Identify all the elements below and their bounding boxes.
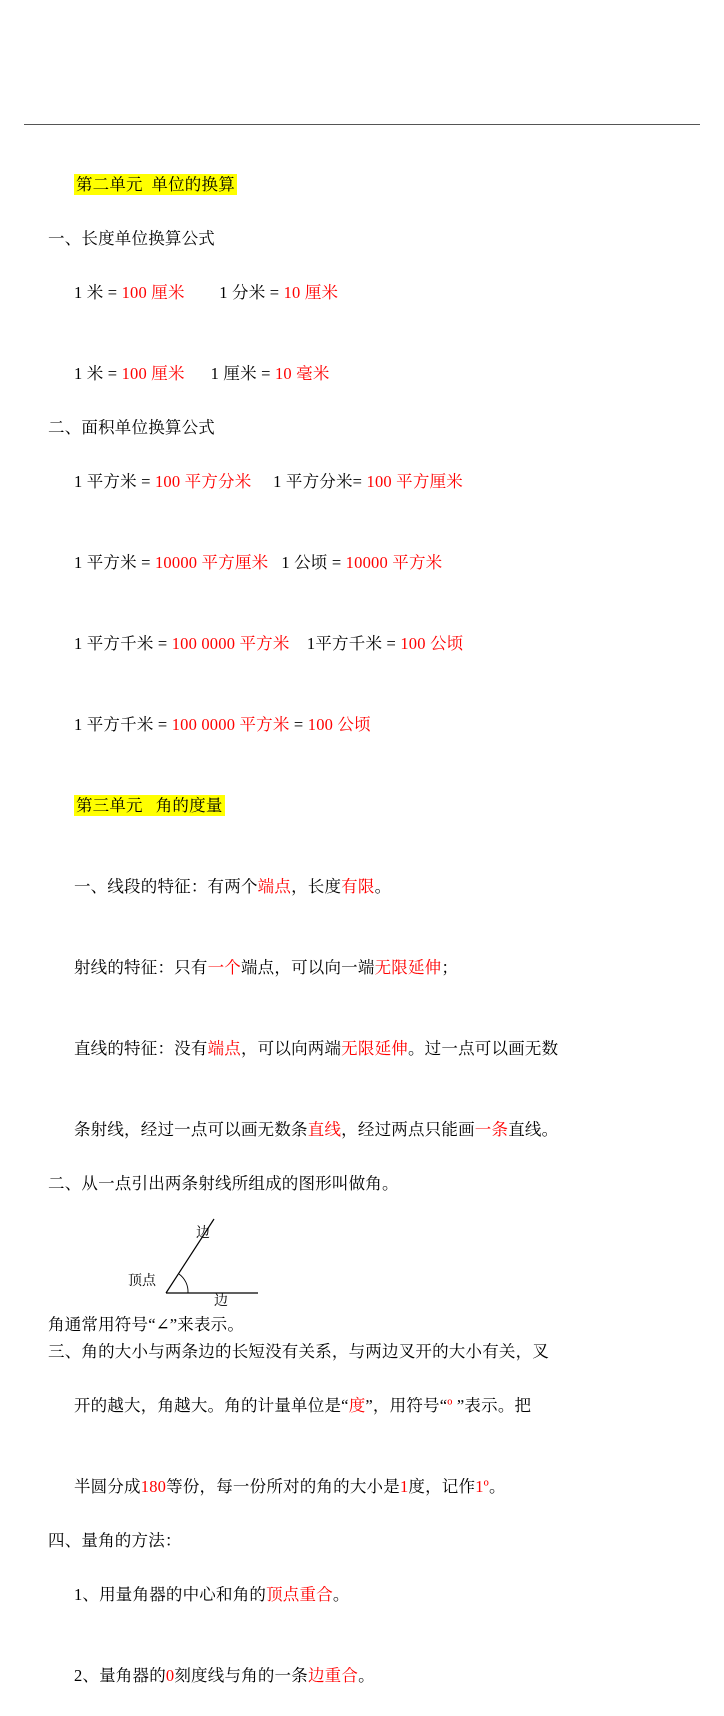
measure-step-2	[48, 1635, 684, 1716]
unit2-section1-heading: 一、长度单位换算公式	[48, 229, 215, 248]
angle-size-line-3	[48, 1446, 684, 1527]
step2-emph-zero: 0	[165, 1666, 175, 1685]
line-emph-endpoint: 端点	[207, 1039, 241, 1058]
ray-text-b: 端点，可以向一端	[240, 958, 375, 977]
angle-diagram-svg	[48, 1201, 328, 1309]
line-text-c: 。过一点可以画无数	[407, 1039, 559, 1058]
step2-text-c: 。	[358, 1666, 375, 1685]
measure-method-heading: 四、量角的方法：	[48, 1531, 182, 1550]
area-row2-left: 1 平方米 =	[73, 553, 155, 572]
line-text-b: ，可以向两端	[240, 1039, 342, 1058]
area-conversion-row-2	[48, 522, 684, 603]
header-divider	[24, 124, 700, 125]
length-row2-value2: 10 毫米	[274, 364, 330, 383]
degree-emph-1: 1	[399, 1477, 409, 1496]
ray-text-c: ；	[441, 958, 459, 977]
line-cont-text-a: 条射线，经过一点可以画无数条	[73, 1120, 308, 1139]
step2-text-a: 2、量角器的	[73, 1666, 166, 1685]
degree-emph-180: 180	[140, 1477, 167, 1496]
area-row3-mid: 1平方千米 =	[289, 634, 401, 653]
angle-unit-emph-symbol: º	[447, 1396, 453, 1415]
length-conversion-row-1	[48, 252, 684, 333]
degree-text-c: 度，记作	[408, 1477, 476, 1496]
degree-text-b: 等份，每一份所对的角的大小是	[166, 1477, 400, 1496]
area-row4-left: 1 平方千米 =	[73, 715, 172, 734]
area-row1-mid: 1 平方分米=	[251, 472, 367, 491]
length-row2-left: 1 米 =	[73, 364, 122, 383]
segment-emph-endpoint: 端点	[257, 877, 292, 896]
unit2-title-line	[48, 144, 684, 225]
ray-text-a: 射线的特征：只有	[73, 958, 208, 977]
length-row1-mid: 1 分米 =	[184, 283, 284, 302]
length-conversion-row-2	[48, 333, 684, 414]
line-cont-text-c: 直线。	[508, 1120, 559, 1139]
measure-step-1	[48, 1554, 684, 1635]
area-row3-left: 1 平方千米 =	[73, 634, 172, 653]
area-row3-value1: 100 0000 平方米	[171, 634, 290, 653]
area-row1-value2: 100 平方厘米	[366, 472, 463, 491]
area-row4-value1: 100 0000 平方米	[171, 715, 290, 734]
area-row2-mid: 1 公顷 =	[268, 553, 346, 572]
area-row1-value1: 100 平方分米	[154, 472, 252, 491]
document-body	[48, 144, 684, 1716]
area-conversion-row-1	[48, 441, 684, 522]
line-text-a: 直线的特征：没有	[73, 1039, 208, 1058]
area-row2-value2: 10000 平方米	[345, 553, 443, 572]
unit3-title-line	[48, 765, 684, 846]
unit2-title: 第二单元 单位的换算	[75, 175, 235, 194]
angle-unit-emph-degree: 度	[348, 1396, 366, 1415]
area-row3-value2: 100 公顷	[400, 634, 464, 653]
area-row4-mid: =	[289, 715, 308, 734]
angle-symbol-line: 角通常用符号“∠”来表示。	[48, 1315, 245, 1334]
length-row2-mid: 1 厘米 =	[184, 364, 275, 383]
ray-feature-line	[48, 927, 684, 1008]
area-row2-value1: 10000 平方厘米	[154, 553, 269, 572]
area-row4-value2: 100 公顷	[307, 715, 371, 734]
degree-text-a: 半圆分成	[73, 1477, 141, 1496]
angle-definition-line: 二、从一点引出两条射线所组成的图形叫做角。	[48, 1174, 399, 1193]
line-feature-line	[48, 1008, 684, 1089]
line-feature-line-cont	[48, 1089, 684, 1170]
step1-text-b: 。	[332, 1585, 350, 1604]
line-cont-emph-one: 一条	[474, 1120, 509, 1139]
segment-text-c: 。	[374, 877, 392, 896]
unit3-title: 第三单元 角的度量	[75, 796, 223, 815]
figure-label-side-lower: 边	[214, 1294, 228, 1309]
segment-text-b: ，长度	[291, 877, 342, 896]
degree-emph-1deg: 1º	[475, 1477, 489, 1496]
line-cont-text-b: ，经过两点只能画	[341, 1120, 475, 1139]
length-row1-left: 1 米 =	[73, 283, 122, 302]
length-row1-value2: 10 厘米	[283, 283, 339, 302]
unit2-section2-heading: 二、面积单位换算公式	[48, 418, 215, 437]
line-emph-infinite: 无限延伸	[341, 1039, 408, 1058]
figure-label-vertex: 顶点	[128, 1274, 156, 1289]
segment-emph-finite: 有限	[341, 877, 375, 896]
area-row1-left: 1 平方米 =	[73, 472, 155, 491]
segment-text-a: 一、线段的特征：有两个	[73, 877, 258, 896]
step2-text-b: 刻度线与角的一条	[174, 1666, 308, 1685]
area-conversion-row-3	[48, 603, 684, 684]
length-row1-value1: 100 厘米	[121, 283, 185, 302]
angle-unit-text-c: ”，用符号“	[365, 1396, 448, 1415]
figure-label-side-upper: 边	[196, 1226, 210, 1241]
step1-emph-vertex: 顶点重合	[266, 1585, 333, 1604]
length-row2-value1: 100 厘米	[121, 364, 185, 383]
step2-emph-side: 边重合	[307, 1666, 359, 1685]
degree-text-d: 。	[488, 1477, 506, 1496]
angle-size-line-2	[48, 1365, 684, 1446]
angle-size-line-1: 三、角的大小与两条边的长短没有关系，与两边叉开的大小有关，叉	[48, 1342, 549, 1361]
angle-figure	[48, 1201, 684, 1309]
ray-emph-one: 一个	[207, 958, 241, 977]
angle-unit-text-d: ”表示。把	[452, 1396, 532, 1415]
line-cont-emph-straight: 直线	[307, 1120, 342, 1139]
area-conversion-row-4	[48, 684, 684, 765]
angle-unit-text-b: 开的越大，角越大。角的计量单位是“	[73, 1396, 349, 1415]
segment-feature-line	[48, 846, 684, 927]
step1-text-a: 1、用量角器的中心和角的	[73, 1585, 267, 1604]
ray-emph-infinite: 无限延伸	[374, 958, 442, 977]
